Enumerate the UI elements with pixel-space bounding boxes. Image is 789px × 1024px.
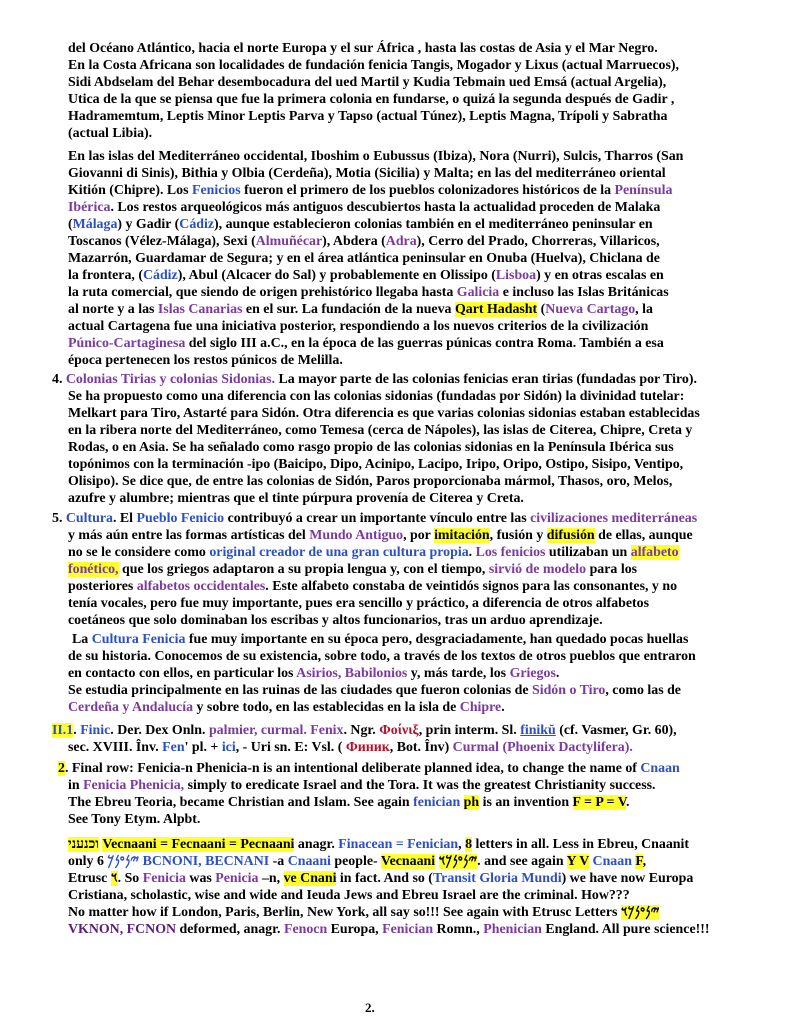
text-segment: Púnico-Cartaginesa bbox=[68, 336, 186, 351]
text-line bbox=[52, 510, 697, 527]
text-segment: Asirios, Babilonios bbox=[296, 666, 408, 681]
text-line bbox=[68, 216, 653, 233]
text-line bbox=[68, 388, 684, 405]
text-line bbox=[68, 648, 696, 665]
text-segment: Kitión (Chipre). Los bbox=[68, 183, 192, 198]
text-line bbox=[68, 125, 152, 142]
text-segment: . Final row: Fenicia-n Phenicia-n is an intentional deliberate planned idea, to change the name of bbox=[64, 761, 641, 776]
text-segment: Colonias Tirias y colonias Sidonias. bbox=[65, 372, 275, 387]
page-number: 2. bbox=[365, 1000, 375, 1015]
text-segment: utilizaban un bbox=[545, 545, 631, 560]
text-segment: del siglo III a.C., en la época de las guerras púnicas contra Roma. También a esa bbox=[185, 336, 664, 351]
text-line bbox=[68, 284, 669, 301]
text-segment: coetáneos que solo dominaban los escribas y altos funcionarios, tras un arduo aprendizaje. bbox=[68, 613, 603, 628]
text-segment: , bbox=[642, 854, 647, 869]
text-line bbox=[68, 490, 524, 507]
text-line bbox=[68, 318, 648, 335]
text-line bbox=[68, 57, 679, 74]
text-segment: Adra bbox=[385, 234, 417, 249]
text-segment: Se ha propuesto como una diferencia con las colonias sidonias (fundadas por Sidón) la divinidad tutelar: bbox=[68, 389, 685, 404]
text-segment: , como las de bbox=[605, 683, 681, 698]
text-line bbox=[68, 836, 689, 853]
text-line bbox=[68, 233, 660, 250]
text-line bbox=[68, 422, 692, 439]
text-segment: y, más tarde, los bbox=[407, 666, 510, 681]
text-segment: original creador de una gran cultura propia bbox=[209, 545, 469, 560]
text-segment: Chipre bbox=[459, 700, 502, 715]
highlighted-text: ve Cnani bbox=[283, 871, 337, 886]
text-segment: azufre y alumbre; mientras que el tinte púrpura provenía de Citerea y Creta. bbox=[68, 491, 524, 506]
text-segment: la ruta comercial, que siendo de origen prehistórico llegaba hasta bbox=[68, 285, 457, 300]
text-segment: civilizaciones mediterráneas bbox=[530, 511, 698, 526]
text-line bbox=[68, 739, 633, 756]
text-segment: Mundo Antiguo bbox=[309, 528, 404, 543]
text-segment: En la Costa Africana son localidades de fundación fenicia Tangis, Mogador y Lixus (actual Marruecos), bbox=[68, 58, 679, 73]
highlighted-text: F bbox=[635, 854, 643, 869]
text-segment: Galicia bbox=[456, 285, 500, 300]
highlighted-text: alfabeto bbox=[630, 545, 679, 560]
text-segment: Finacean = Fenician bbox=[338, 837, 459, 852]
text-segment: ici bbox=[221, 740, 236, 755]
text-segment: finikŭ bbox=[520, 723, 556, 738]
text-line bbox=[68, 853, 646, 870]
text-segment: in fact. And so ( bbox=[336, 871, 433, 886]
text-segment: ) y en otras escalas en bbox=[536, 268, 664, 283]
text-segment: . bbox=[468, 545, 476, 560]
text-line bbox=[68, 108, 667, 125]
text-segment: Islas Canarias bbox=[157, 302, 243, 317]
text-segment: en el sur. La fundación de la nueva bbox=[242, 302, 455, 317]
text-segment: . El bbox=[112, 511, 137, 526]
text-segment: only 6 bbox=[68, 854, 108, 869]
text-segment: Cerdeña y Andalucía bbox=[68, 700, 194, 715]
text-segment: Melkart para Tiro, Astarté para Sidón. Otra diferencia es que varias colonias sidonias estaban establecidas bbox=[68, 406, 700, 421]
text-segment: . Este alfabeto constaba de veintidós signos para las consonantes, y no bbox=[265, 579, 678, 594]
text-line bbox=[68, 40, 658, 57]
text-segment: Rodas, o en Asia. Se ha señalado como rasgo propio de las colonias sidonias en la Península Ibérica sus bbox=[68, 440, 674, 455]
text-segment: Penicia bbox=[215, 871, 259, 886]
text-segment: la frontera, ( bbox=[68, 268, 143, 283]
text-segment: del Océano Atlántico, hacia el norte Europa y el sur África , hasta las costas de Asia y el Mar Negro. bbox=[68, 41, 658, 56]
text-segment: Málaga bbox=[72, 217, 118, 232]
text-segment: Cnaan bbox=[592, 854, 632, 869]
highlighted-text: 8 bbox=[465, 837, 473, 852]
text-segment: Los fenicios bbox=[475, 545, 546, 560]
text-segment: y sobre todo, en las establecidas en la isla de bbox=[193, 700, 460, 715]
text-line bbox=[68, 682, 681, 699]
text-segment: ( bbox=[68, 217, 73, 232]
text-line bbox=[68, 777, 656, 794]
text-line bbox=[68, 811, 200, 828]
text-segment: Etrusc bbox=[68, 871, 111, 886]
text-line bbox=[68, 456, 683, 473]
text-segment: Olisipo). Se dice que, de entre las colonias de Sidón, Paros proporcionaba mármol, Thasos, oro, Melos, bbox=[68, 474, 673, 489]
text-segment: , Bot. Înv) bbox=[389, 740, 453, 755]
text-segment: . bbox=[625, 795, 630, 810]
text-line bbox=[52, 371, 697, 388]
text-segment: fue muy importante en su época pero, desgraciadamente, han quedado pocas huellas bbox=[185, 632, 689, 647]
text-segment: Cultura bbox=[65, 511, 113, 526]
highlighted-text: ph bbox=[463, 795, 480, 810]
text-line bbox=[68, 921, 710, 938]
text-segment: topónimos con la terminación -ipo (Baicipo, Dipo, Acinipo, Lacipo, Iripo, Oripo, Ostipo, Sisipo, Ventipo, bbox=[68, 457, 684, 472]
text-segment: Utica de la que se piensa que fue la primera colonia en fundarse, o quizá la segunda después de Gadir , bbox=[68, 92, 675, 107]
text-segment: en la ribera norte del Mediterráneo, como Temesa (cerca de Nápoles), las islas de Citerea, Chipre, Creta y bbox=[68, 423, 693, 438]
text-segment: Fenicios bbox=[192, 183, 241, 198]
text-segment: en contacto con ellos, en particular los bbox=[68, 666, 297, 681]
text-line bbox=[68, 595, 649, 612]
highlighted-text: 2 bbox=[58, 761, 65, 776]
text-segment: Europa, bbox=[327, 922, 383, 937]
text-line bbox=[68, 199, 660, 216]
text-segment: ' pl. + bbox=[184, 740, 222, 755]
text-segment: . Der. Dex Onln. bbox=[110, 723, 209, 738]
text-segment: La mayor parte de las colonias fenicias eran tirias (fundadas por Tiro). bbox=[274, 372, 697, 387]
text-segment: . bbox=[73, 723, 81, 738]
text-segment: , - Uri sn. E: Vsl. ( bbox=[235, 740, 346, 755]
text-segment: simply to eredicate Israel and the Tora. It was the greatest Christianity success. bbox=[184, 778, 656, 793]
text-segment: . Ngr. bbox=[343, 723, 380, 738]
text-line bbox=[68, 794, 629, 811]
highlighted-text: imitación bbox=[434, 528, 490, 543]
text-line bbox=[68, 544, 679, 561]
text-segment: ) we have now Europa bbox=[561, 871, 694, 886]
text-segment: Ibérica bbox=[68, 200, 111, 215]
text-segment: Cristiana, scholastic, wise and wide and Ieuda Jews and Ebreu Israel are the criminal. How??? bbox=[68, 888, 630, 903]
text-line bbox=[68, 561, 637, 578]
text-segment: BCNONI, BECNANI bbox=[139, 854, 270, 869]
text-line bbox=[68, 904, 659, 921]
text-segment: Almuñécar bbox=[255, 234, 323, 249]
text-segment: Nueva Cartago bbox=[545, 302, 636, 317]
text-line bbox=[68, 527, 693, 544]
text-segment: was bbox=[185, 871, 216, 886]
text-segment: de su historia. Conocemos de su existencia, sobre todo, a través de los textos de otros pueblos que entraron bbox=[68, 649, 696, 664]
text-segment: ), Abdera ( bbox=[322, 234, 386, 249]
text-segment: . bbox=[555, 666, 560, 681]
text-segment: . So bbox=[117, 871, 143, 886]
text-line bbox=[72, 631, 688, 648]
text-segment: , bbox=[458, 837, 466, 852]
text-segment: Griegos bbox=[509, 666, 556, 681]
text-segment: No matter how if London, Paris, Berlin, New York, all say so!!! See again with Etrusc Letters bbox=[68, 905, 621, 920]
text-segment: , por bbox=[403, 528, 435, 543]
text-segment: , fusión y bbox=[489, 528, 547, 543]
text-segment: Finic bbox=[80, 723, 111, 738]
text-segment: 𐤉𐤍𐤏𐤍𐤊 bbox=[107, 854, 140, 869]
text-segment: Φοίνιξ bbox=[379, 723, 419, 738]
text-line bbox=[68, 665, 559, 682]
text-segment: Curmal (Phoenix Dactylifera). bbox=[452, 740, 633, 755]
text-segment: e incluso las Islas Británicas bbox=[499, 285, 669, 300]
text-line bbox=[68, 870, 693, 887]
text-segment: Transit Gloria Mundi bbox=[432, 871, 562, 886]
text-line bbox=[68, 439, 674, 456]
text-segment: is an invention bbox=[479, 795, 573, 810]
text-line bbox=[68, 267, 664, 284]
text-segment: de ellas, aunque bbox=[594, 528, 693, 543]
text-segment: Sidi Abdselam del Behar desembocadura del ued Martil y Kudia Tebmain ued Emsá (actual Argelia), bbox=[68, 75, 667, 90]
text-segment: Se estudia principalmente en las ruinas de las ciudades que fueron colonias de bbox=[68, 683, 532, 698]
text-line bbox=[68, 91, 674, 108]
text-segment: alfabetos occidentales bbox=[136, 579, 266, 594]
highlighted-text: F = P = V bbox=[572, 795, 626, 810]
text-segment: anagr. bbox=[294, 837, 339, 852]
text-line bbox=[52, 722, 677, 739]
text-segment: . Los restos arqueológicos más antiguos descubiertos hasta la actualidad proceden de Malaka bbox=[110, 200, 661, 215]
text-segment: Hadramemtum, Leptis Minor Leptis Parva y Tapso (actual Túnez), Leptis Magna, Trípoli y Sabratha bbox=[68, 109, 668, 124]
text-line bbox=[68, 887, 630, 904]
text-segment: ), aunque establecieron colonias también en el mediterráneo peninsular en bbox=[214, 217, 653, 232]
text-segment: al norte y a las bbox=[68, 302, 158, 317]
text-line bbox=[68, 405, 700, 422]
text-segment: Cnaan bbox=[640, 761, 680, 776]
text-segment: -a bbox=[269, 854, 288, 869]
text-segment: ( bbox=[537, 302, 546, 317]
highlighted-text: II.1 bbox=[52, 723, 74, 738]
text-segment: Финик bbox=[345, 740, 390, 755]
highlighted-text: 𐤉𐤍𐤏𐤍𐤊𐤅 bbox=[438, 854, 478, 869]
highlighted-text: Qart Hadasht bbox=[454, 302, 538, 317]
text-line bbox=[68, 335, 664, 352]
text-segment: Fenicia Phenicia, bbox=[83, 778, 185, 793]
text-line bbox=[68, 612, 603, 629]
highlighted-text: Vecnaani = Fecnaani = Pecnaani bbox=[102, 837, 295, 852]
text-segment: Romn., bbox=[433, 922, 484, 937]
text-segment: que los griegos adaptaron a su propia lengua y, con el tiempo, bbox=[118, 562, 489, 577]
text-segment: tenía vocales, pero fue muy importante, pues era sencillo y práctico, a diferencia de otros alfabetos bbox=[68, 596, 650, 611]
text-segment: para los bbox=[586, 562, 638, 577]
text-line bbox=[68, 148, 683, 165]
text-segment: 4. bbox=[52, 372, 66, 387]
highlighted-text: Y V bbox=[566, 854, 590, 869]
text-segment: , prin interm. Sl. bbox=[418, 723, 521, 738]
text-segment: y más aún entre las formas artísticas del bbox=[68, 528, 310, 543]
text-line bbox=[68, 250, 660, 267]
text-segment: . and see again bbox=[477, 854, 567, 869]
text-segment: (cf. Vasmer, Gr. 60), bbox=[555, 723, 677, 738]
text-segment: letters in all. Less in Ebreu, Cnaanit bbox=[472, 837, 690, 852]
text-segment: Cádiz bbox=[142, 268, 178, 283]
text-line bbox=[68, 182, 672, 199]
text-segment: See Tony Etym. Alpbt. bbox=[68, 812, 201, 827]
text-segment: fenician bbox=[413, 795, 461, 810]
text-segment: fueron el primero de los pueblos colonizadores históricos de la bbox=[240, 183, 615, 198]
text-segment: . bbox=[501, 700, 505, 715]
highlighted-text: fonético, bbox=[68, 562, 119, 577]
text-line bbox=[68, 699, 505, 716]
text-segment: ), Cerro del Prado, Chorreras, Villaricos, bbox=[416, 234, 660, 249]
text-segment: Pueblo Fenicio bbox=[136, 511, 225, 526]
highlighted-text: difusión bbox=[546, 528, 595, 543]
text-segment: Lisboa bbox=[495, 268, 537, 283]
text-segment: Giovanni di Sinis), Bithia y Olbia (Cerdeña), Motia (Sicilia) y Malta; en las del mediterráneo oriental bbox=[68, 166, 666, 181]
text-segment: deformed, anagr. bbox=[176, 922, 284, 937]
text-segment: contribuyó a crear un importante vínculo entre las bbox=[224, 511, 531, 526]
highlighted-text: 𐤉𐤍𐤏𐤍𐤊𐤅 bbox=[620, 905, 660, 920]
text-segment: Cádiz bbox=[179, 217, 215, 232]
text-segment: Cnaani bbox=[287, 854, 331, 869]
text-segment: palmier, curmal. Fenix bbox=[208, 723, 344, 738]
text-line bbox=[68, 74, 666, 91]
text-segment: Phenician bbox=[483, 922, 542, 937]
text-segment: –n, bbox=[258, 871, 284, 886]
text-segment: La bbox=[72, 632, 92, 647]
text-segment: Fenicia bbox=[142, 871, 186, 886]
text-segment: posteriores bbox=[68, 579, 137, 594]
text-segment: 5. bbox=[52, 511, 66, 526]
text-segment: in bbox=[68, 778, 84, 793]
text-line bbox=[68, 473, 672, 490]
text-segment: , la bbox=[635, 302, 653, 317]
text-segment: sec. XVIII. Înv. bbox=[68, 740, 163, 755]
text-segment: ) y Gadir ( bbox=[117, 217, 180, 232]
text-segment: Cultura Fenicia bbox=[91, 632, 186, 647]
text-segment: Mazarrón, Guardamar de Segura; y en el área atlántica peninsular en Onuba (Huelva), Chiclana de bbox=[68, 251, 660, 266]
text-segment: no se le considere como bbox=[68, 545, 210, 560]
text-segment: (actual Libia). bbox=[68, 126, 153, 141]
text-segment: The Ebreu Teoria, became Christian and Islam. See again bbox=[68, 795, 414, 810]
text-segment: people- bbox=[330, 854, 381, 869]
text-line bbox=[68, 301, 653, 318]
text-segment: Sidón o Tiro bbox=[531, 683, 606, 698]
text-segment: sirvió de modelo bbox=[488, 562, 587, 577]
text-segment: época pertenecen los restos púnicos de Melilla. bbox=[68, 353, 343, 368]
text-segment: England. All pure science!!! bbox=[541, 922, 710, 937]
text-segment: actual Cartagena fue una iniciativa posterior, respondiendo a los nuevos criterios de la civilización bbox=[68, 319, 649, 334]
text-line bbox=[68, 165, 666, 182]
highlighted-text: וכנעני bbox=[68, 837, 99, 852]
text-line bbox=[68, 578, 677, 595]
text-segment: Fen bbox=[162, 740, 185, 755]
text-segment: En las islas del Mediterráneo occidental, Iboshim o Eubussus (Ibiza), Nora (Nurri), Sulcis, Tharros (San bbox=[68, 149, 684, 164]
highlighted-text: Vecnaani bbox=[380, 854, 436, 869]
highlighted-text: 𐤅 bbox=[110, 871, 118, 886]
text-segment: ), Abul (Alcacer do Sal) y probablemente en Olissipo ( bbox=[177, 268, 496, 283]
text-segment: Fenician bbox=[382, 922, 434, 937]
text-segment: Península bbox=[614, 183, 673, 198]
text-line bbox=[58, 760, 680, 777]
text-segment: VKNON, FCNON bbox=[68, 922, 177, 937]
text-line bbox=[68, 352, 343, 369]
text-segment: Fenocn bbox=[283, 922, 328, 937]
text-segment: Toscanos (Vélez-Málaga), Sexi ( bbox=[68, 234, 256, 249]
